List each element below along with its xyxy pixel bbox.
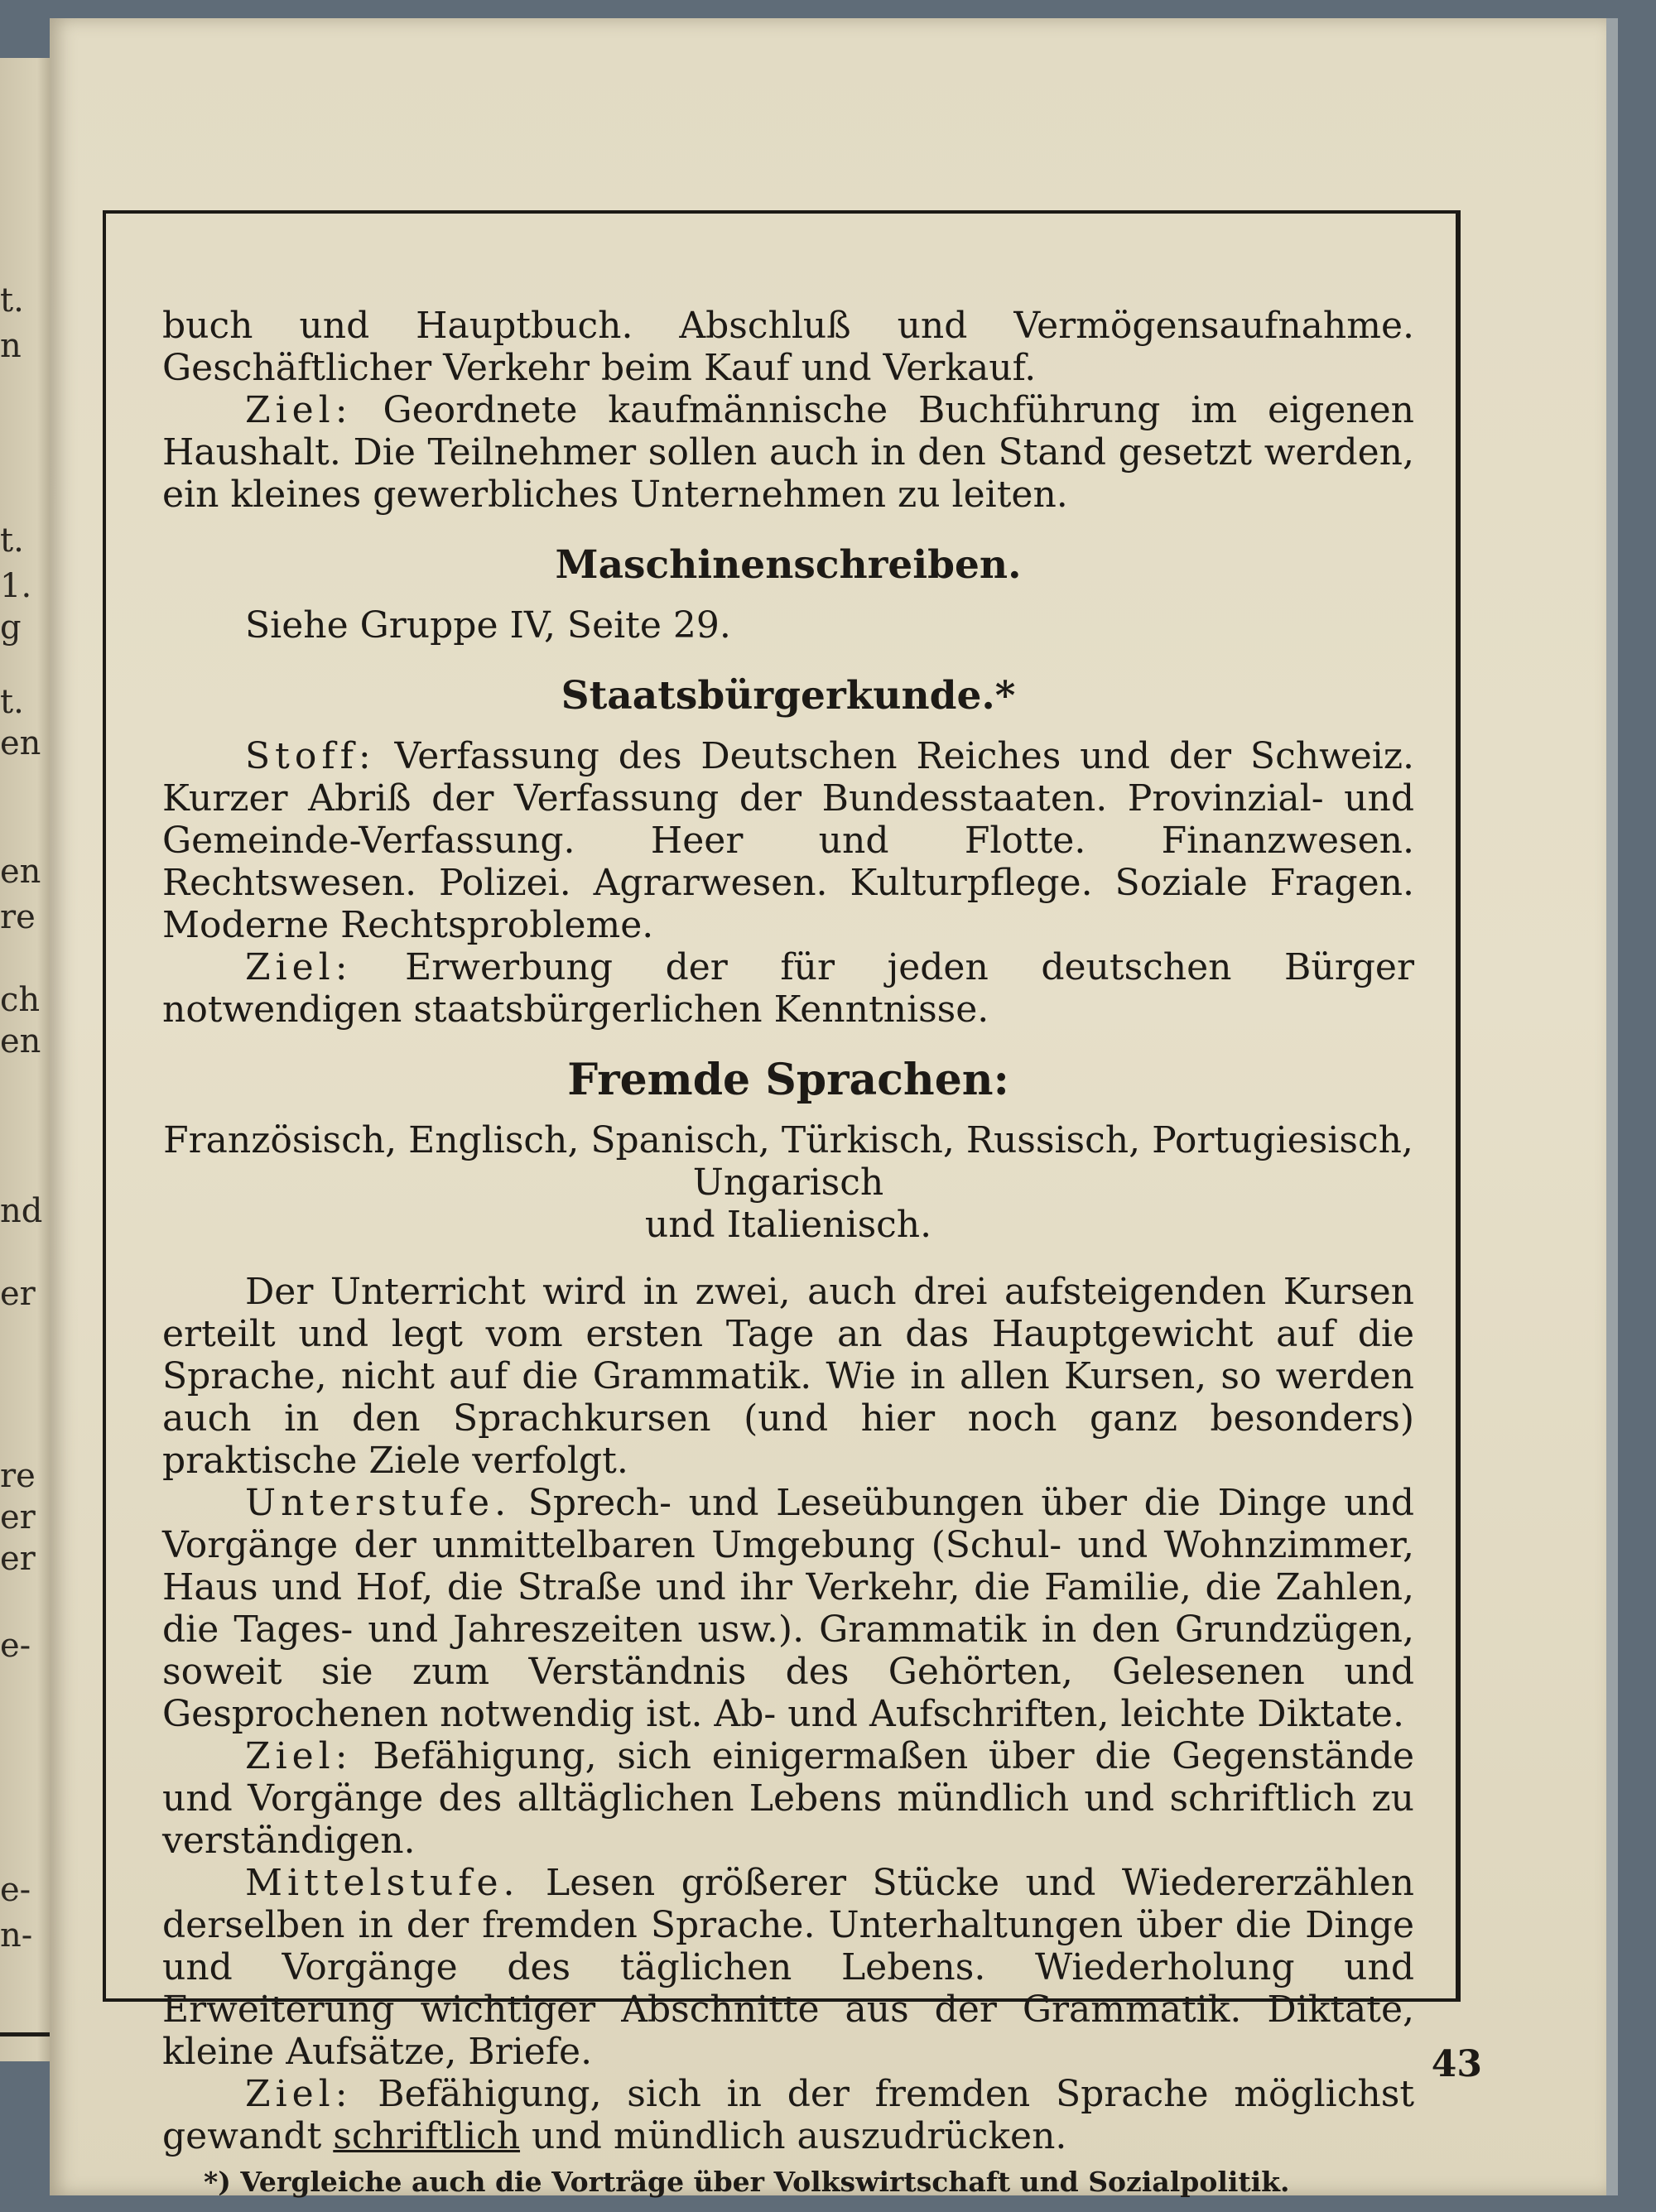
facing-page-fragment: en: [0, 724, 41, 762]
facing-page-fragment: ch: [0, 981, 41, 1019]
section-heading: Maschinenschreiben.: [555, 542, 1022, 588]
facing-page-fragment: er: [0, 1540, 36, 1578]
facing-page-fragment: e-: [0, 1871, 31, 1909]
facing-page-fragment: e-: [0, 1627, 31, 1665]
book-page: [50, 18, 1618, 2198]
facing-page-fragment: re: [0, 1457, 36, 1495]
goal-label: Ziel:: [245, 1735, 353, 1777]
facing-page-edge: [0, 58, 53, 2061]
facing-page-fragment: t.: [0, 683, 24, 721]
stoff-text: Verfassung des Deutschen Reiches und der Schweiz. Kurzer Abriß der Verfassung der Bundesstaaten. Provinzial- und Gemeinde-Verfassung. Heer und Flotte. Finanzwesen. Rechtswesen. Polizei. Agrarwesen. Kulturpflege. Soziale Fragen. Moderne Rechtsprobleme.: [162, 735, 1414, 946]
spacer: [162, 1246, 1414, 1271]
goal-paragraph: [162, 389, 1414, 516]
facing-page-fragment: nd: [0, 1192, 43, 1230]
languages-line: und Italienisch.: [644, 1204, 932, 1246]
level-label: Mittelstufe.: [245, 1862, 520, 1904]
facing-page-fragment: t.: [0, 281, 24, 320]
facing-page-fragment: g: [0, 608, 22, 647]
facing-page-rule: [0, 2032, 53, 2036]
facing-page-fragment: t.: [0, 522, 24, 560]
facing-page-fragment: er: [0, 1498, 36, 1536]
underlined-word: schriftlich: [333, 2115, 521, 2157]
level-text: Sprech- und Leseübungen über die Dinge und Vorgänge der unmittelbaren Umgebung (Schul- und Wohnzimmer, Haus und Hof, die Straße und ihr Verkehr, die Familie, die Zahlen, die Tages- und Jahreszeiten usw.). Grammatik in den Grundzügen, soweit sie zum Verständnis des Gehörten, Gelesenen und Gesprochenen notwendig ist. Ab- und Aufschriften, leichte Diktate.: [162, 1482, 1414, 1735]
footnote: *) Vergleiche auch die Vorträge über Volkswirtschaft und Sozialpolitik.: [204, 2166, 1290, 2198]
paragraph: Siehe Gruppe IV, Seite 29.: [245, 604, 731, 647]
section-heading: Staatsbürgerkunde.*: [561, 673, 1016, 719]
goal-text: und mündlich auszudrücken.: [520, 2115, 1067, 2157]
paragraph: buch und Hauptbuch. Abschluß und Vermögensaufnahme. Geschäftlicher Verkehr beim Kauf und Verkauf.: [162, 305, 1414, 389]
facing-page-fragment: n-: [0, 1916, 33, 1955]
goal-text: Befähigung, sich in der fremden Sprache möglichst gewandt: [162, 2073, 1414, 2157]
mittelstufe-paragraph: [162, 1862, 1414, 2073]
goal-label: Ziel:: [245, 946, 353, 988]
facing-page-fragment: n: [0, 327, 22, 365]
goal-paragraph: [162, 1735, 1414, 1862]
goal-label: Ziel:: [245, 389, 353, 431]
facing-page-fragment: en: [0, 853, 41, 891]
facing-page-fragment: re: [0, 898, 36, 936]
facing-page-fragment: en: [0, 1022, 41, 1060]
goal-text: Geordnete kaufmännische Buchführung im eigenen Haushalt. Die Teilnehmer sollen auch in den Stand gesetzt werden, ein kleines gewerbliches Unternehmen zu leiten.: [162, 389, 1414, 516]
languages-line: Französisch, Englisch, Spanisch, Türkisch, Russisch, Portugiesisch, Ungarisch: [163, 1119, 1413, 1204]
level-label: Unterstufe.: [245, 1482, 512, 1524]
goal-paragraph: [162, 2073, 1414, 2157]
goal-paragraph: [162, 946, 1414, 1031]
stoff-paragraph: [162, 735, 1414, 946]
goal-label: Ziel:: [245, 2073, 353, 2115]
page-number: 43: [1431, 2043, 1482, 2085]
goal-text: Befähigung, sich einigermaßen über die Gegenstände und Vorgänge des alltäglichen Lebens mündlich und schriftlich zu verständigen.: [162, 1735, 1414, 1862]
goal-text: Erwerbung der für jeden deutschen Bürger notwendigen staatsbürgerlichen Kenntnisse.: [162, 946, 1414, 1031]
section-heading: Fremde Sprachen:: [567, 1055, 1009, 1105]
unterstufe-paragraph: [162, 1482, 1414, 1735]
page-content: [162, 305, 1414, 2199]
facing-page-fragment: er: [0, 1275, 36, 1313]
facing-page-fragment: 1.: [0, 567, 32, 605]
stoff-label: Stoff:: [245, 735, 376, 777]
level-text: Lesen größerer Stücke und Wiedererzählen derselben in der fremden Sprache. Unterhaltungen über die Dinge und Vorgänge des täglichen Lebens. Wiederholung und Erweiterung wichtiger Abschnitte aus der Grammatik. Diktate, kleine Aufsätze, Briefe.: [162, 1862, 1414, 2073]
paragraph: Der Unterricht wird in zwei, auch drei aufsteigenden Kursen erteilt und legt vom ersten Tage an das Hauptgewicht auf die Sprache, nicht auf die Grammatik. Wie in allen Kursen, so werden auch in den Sprachkursen (und hier noch ganz besonders) praktische Ziele verfolgt.: [162, 1271, 1414, 1482]
